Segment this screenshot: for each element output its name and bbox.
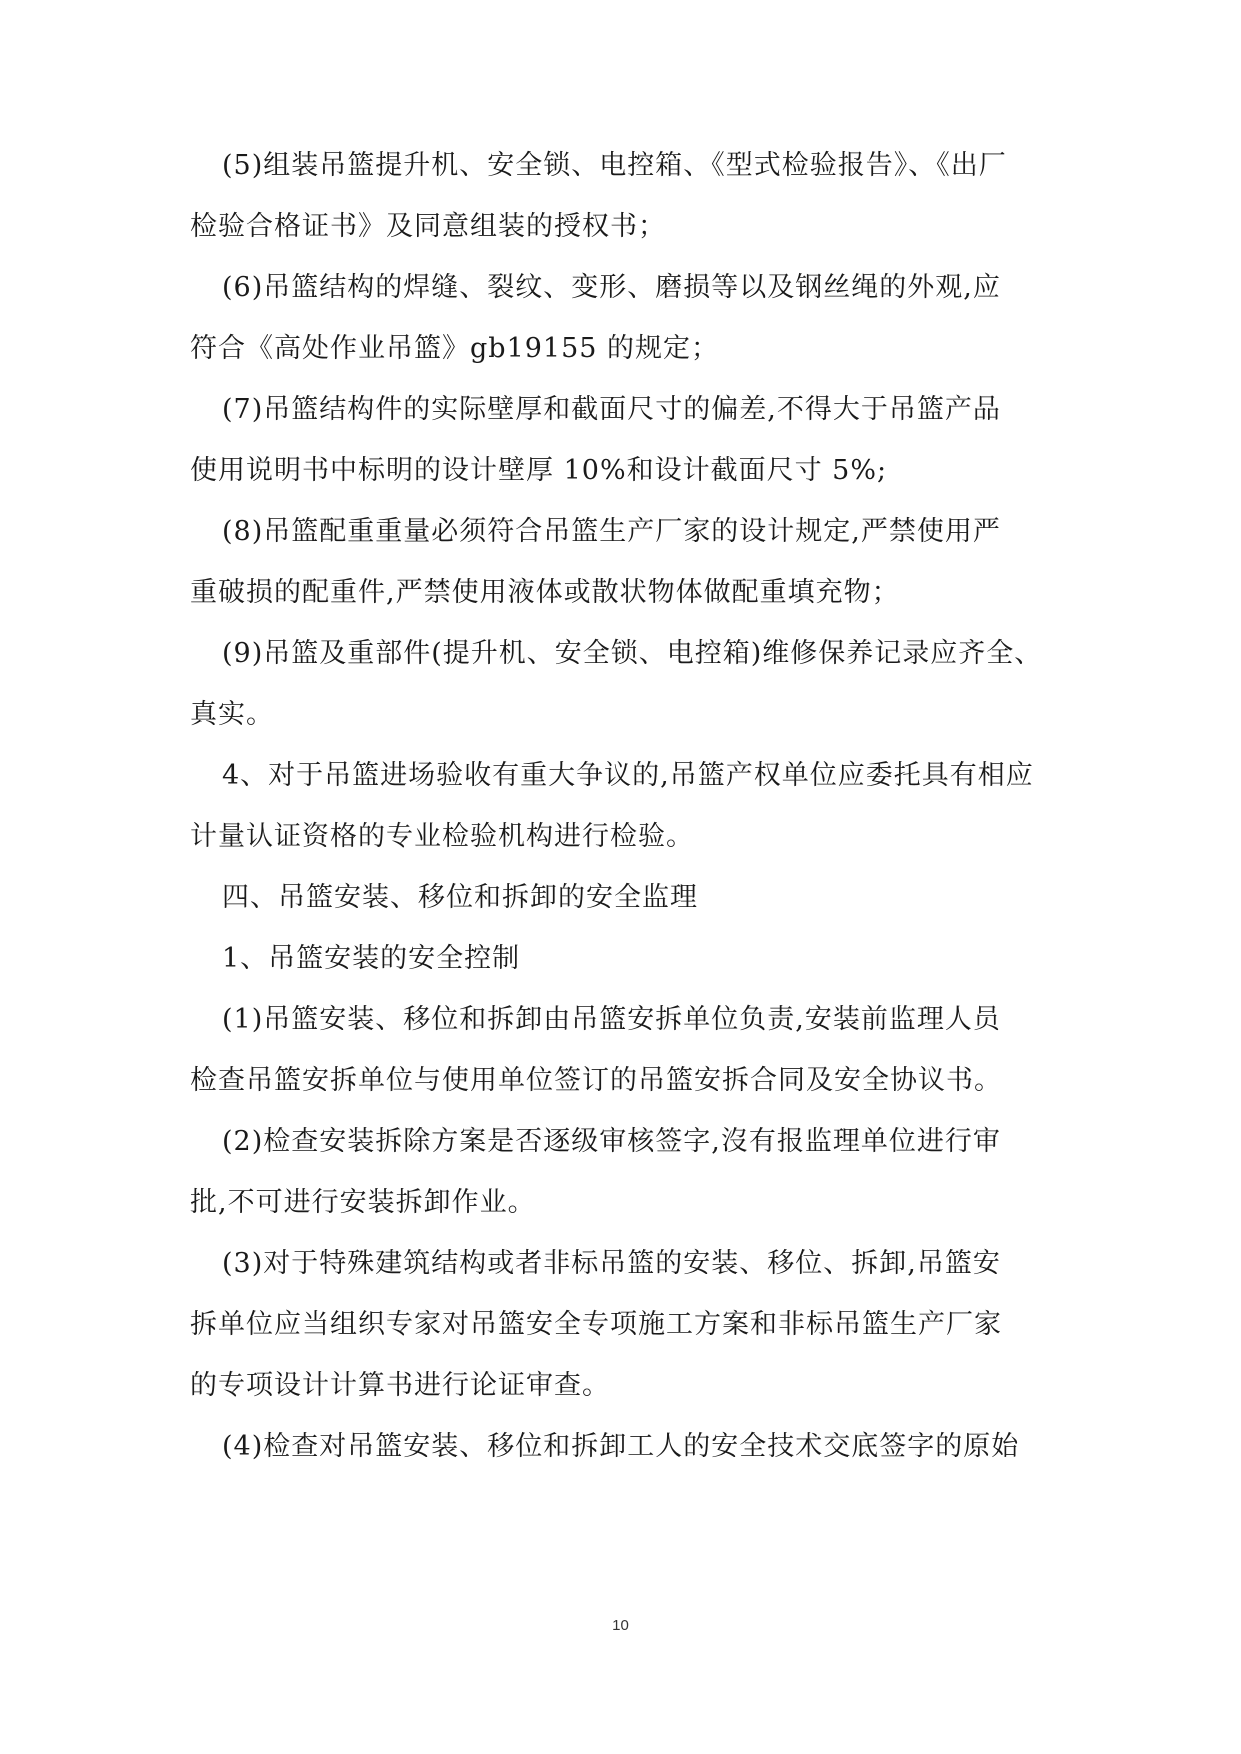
page-number: 10 — [612, 1617, 629, 1634]
paragraph-line: (9)吊篮及重部件(提升机、安全锁、电控箱)维修保养记录应齐全、 — [222, 638, 1043, 669]
paragraph-line: 计量认证资格的专业检验机构进行检验。 — [190, 821, 694, 852]
paragraph-line: (8)吊篮配重重量必须符合吊篮生产厂家的设计规定,严禁使用严 — [222, 516, 1001, 547]
paragraph-line: 重破损的配重件,严禁使用液体或散状物体做配重填充物； — [190, 577, 900, 608]
section-heading: 四、吊篮安装、移位和拆卸的安全监理 — [222, 882, 698, 913]
paragraph-line: 符合《高处作业吊篮》gb19155 的规定； — [190, 333, 720, 364]
paragraph-line: (3)对于特殊建筑结构或者非标吊篮的安装、移位、拆卸,吊篮安 — [222, 1248, 1001, 1279]
paragraph-line: (2)检查安装拆除方案是否逐级审核签字,沒有报监理单位进行审 — [222, 1126, 1001, 1157]
paragraph-line: (7)吊篮结构件的实际壁厚和截面尺寸的偏差,不得大于吊篮产品 — [222, 394, 1001, 425]
paragraph-line: 4、对于吊篮进场验收有重大争议的,吊篮产权单位应委托具有相应 — [222, 760, 1034, 791]
paragraph-line: 检查吊篮安拆单位与使用单位签订的吊篮安拆合同及安全协议书。 — [190, 1065, 1002, 1096]
paragraph-line: 批,不可进行安装拆卸作业。 — [190, 1187, 536, 1218]
paragraph-line: 拆单位应当组织专家对吊篮安全专项施工方案和非标吊篮生产厂家 — [190, 1309, 1002, 1340]
paragraph-line: (1)吊篮安装、移位和拆卸由吊篮安拆单位负责,安装前监理人员 — [222, 1004, 1001, 1035]
paragraph-line: 使用说明书中标明的设计壁厚 10%和设计截面尺寸 5%; — [190, 455, 888, 486]
paragraph-line: (5)组装吊篮提升机、安全锁、电控箱、《型式检验报告》、《出厂 — [222, 150, 1007, 181]
subsection-heading: 1、吊篮安装的安全控制 — [222, 943, 521, 974]
paragraph-line: 检验合格证书》及同意组装的授权书； — [190, 211, 666, 242]
paragraph-line: 的专项设计计算书进行论证审查。 — [190, 1370, 610, 1401]
paragraph-line: 真实。 — [190, 699, 274, 730]
paragraph-line: (4)检查对吊篮安装、移位和拆卸工人的安全技术交底签字的原始 — [222, 1431, 1020, 1462]
paragraph-line: (6)吊篮结构的焊缝、裂纹、变形、磨损等以及钢丝绳的外观,应 — [222, 272, 1001, 303]
